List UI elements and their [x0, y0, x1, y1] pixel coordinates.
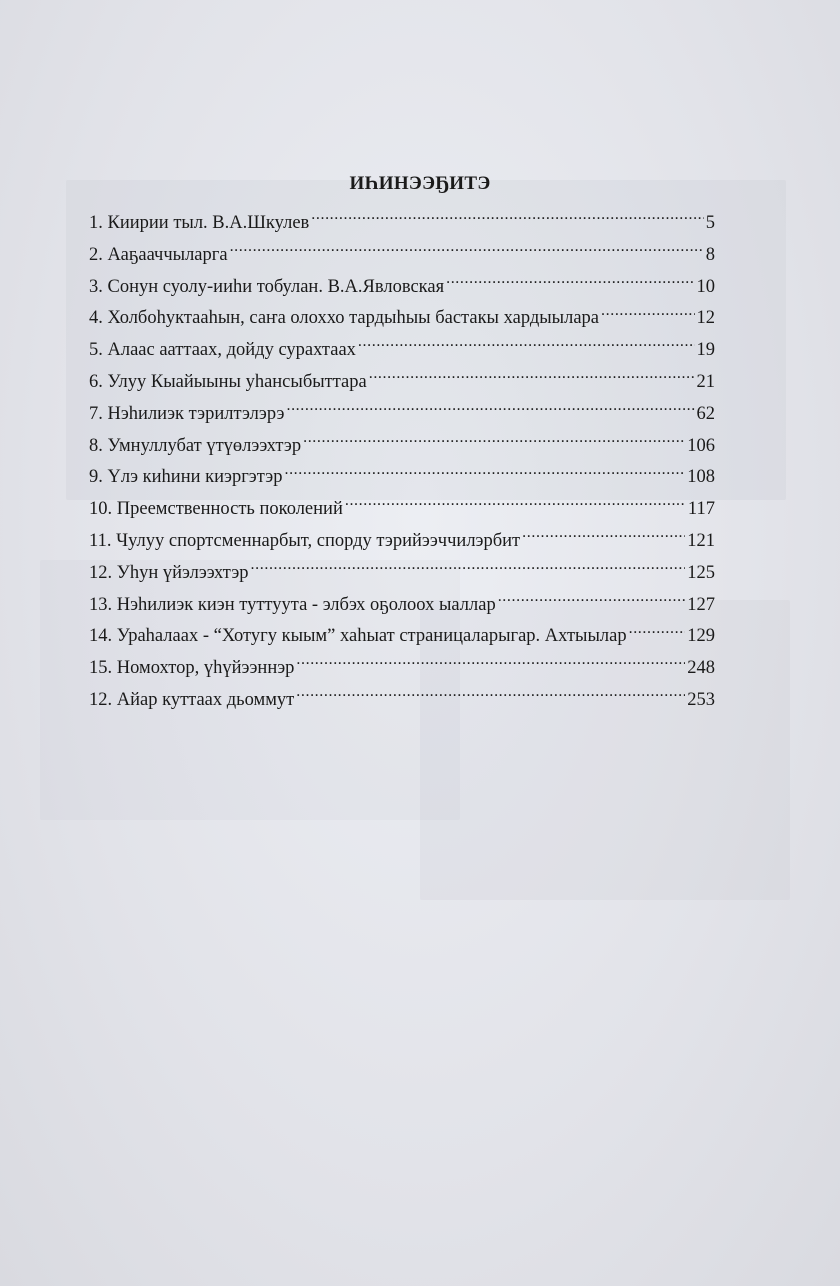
- toc-entry-title: 15. Номохтор, үһүйээннэр: [89, 658, 295, 679]
- toc-entry-page: 106: [687, 435, 715, 456]
- toc-entry-title: 7. Нэһилиэк тэрилтэлэрэ: [89, 403, 285, 424]
- toc-entry: [89, 462, 715, 494]
- toc-entry-title: 14. Ураһалаах - “Хотугу кыым” хаһыат страницаларыгар. Ахтыылар: [89, 626, 627, 647]
- dot-leader: [345, 496, 686, 514]
- table-of-contents: [89, 208, 715, 717]
- dot-leader: [230, 242, 704, 260]
- dot-leader: [251, 560, 686, 578]
- toc-entry-page: 248: [687, 658, 715, 679]
- toc-entry-page: 121: [687, 530, 715, 551]
- toc-entry-title: 1. Киирии тыл. В.А.Шкулев: [89, 213, 310, 233]
- toc-entry: [89, 494, 715, 526]
- dot-leader: [303, 433, 685, 451]
- toc-entry: [89, 558, 715, 590]
- toc-entry-page: 10: [696, 276, 715, 297]
- toc-entry-title: 4. Холбоһуктааһын, саҥа олоххо тардыһыы бастакы хардыылара: [89, 308, 600, 329]
- toc-entry: [89, 208, 715, 240]
- toc-entry-page: 125: [687, 562, 715, 583]
- toc-entry-page: 19: [696, 340, 715, 361]
- page-title: ИҺИНЭЭҔИТЭ: [349, 173, 491, 194]
- toc-entry-page: 127: [687, 594, 715, 615]
- dot-leader: [498, 592, 686, 610]
- toc-entry-page: 21: [696, 371, 715, 392]
- dot-leader: [284, 464, 685, 482]
- toc-entry-page: 253: [687, 689, 715, 710]
- toc-entry: [89, 653, 715, 685]
- toc-entry-title: 9. Үлэ киһини киэргэтэр: [89, 467, 283, 488]
- toc-entry-title: 3. Сонун суолу-ииһи тобулан. В.А.Явловская: [89, 276, 445, 297]
- toc-entry: [89, 431, 715, 463]
- toc-entry-title: 2. Ааҕааччыларга: [89, 244, 228, 265]
- toc-entry-title: 8. Умнуллубат үтүөлээхтэр: [89, 435, 302, 456]
- dot-leader: [601, 305, 694, 323]
- toc-entry-page: 8: [705, 244, 715, 265]
- toc-entry-page: 129: [687, 626, 715, 647]
- dot-leader: [296, 655, 685, 673]
- toc-entry: [89, 526, 715, 558]
- toc-entry: [89, 272, 715, 304]
- toc-entry: [89, 685, 715, 717]
- toc-entry: [89, 303, 715, 335]
- toc-entry-title: 12. Уһун үйэлээхтэр: [89, 562, 249, 583]
- dot-leader: [358, 337, 695, 355]
- toc-entry-page: 5: [705, 213, 715, 233]
- dot-leader: [522, 528, 685, 546]
- dot-leader: [629, 623, 686, 641]
- toc-entry-title: 10. Преемственность поколений: [89, 499, 343, 520]
- toc-entry-title: 5. Алаас ааттаах, дойду сурахтаах: [89, 340, 356, 361]
- dot-leader: [311, 210, 703, 228]
- toc-entry-title: 13. Нэһилиэк киэн туттуута - элбэх оҕолоох ыаллар: [89, 594, 496, 615]
- toc-entry: [89, 335, 715, 367]
- toc-entry-title: 12. Айар куттаах дьоммут: [89, 689, 295, 710]
- dot-leader: [296, 687, 685, 705]
- toc-entry: [89, 399, 715, 431]
- toc-entry-page: 117: [687, 499, 715, 520]
- toc-entry: [89, 590, 715, 622]
- toc-entry-page: 108: [687, 467, 715, 488]
- toc-entry-page: 12: [696, 308, 715, 329]
- dot-leader: [369, 369, 695, 387]
- toc-entry: [89, 240, 715, 272]
- toc-entry-title: 6. Улуу Кыайыыны уһансыбыттара: [89, 371, 367, 392]
- toc-entry-title: 11. Чулуу спортсменнарбыт, спорду тэрийээччилэрбит: [89, 530, 521, 551]
- toc-entry: [89, 367, 715, 399]
- toc-entry-page: 62: [696, 403, 715, 424]
- dot-leader: [446, 274, 694, 292]
- dot-leader: [286, 401, 694, 419]
- toc-entry: [89, 621, 715, 653]
